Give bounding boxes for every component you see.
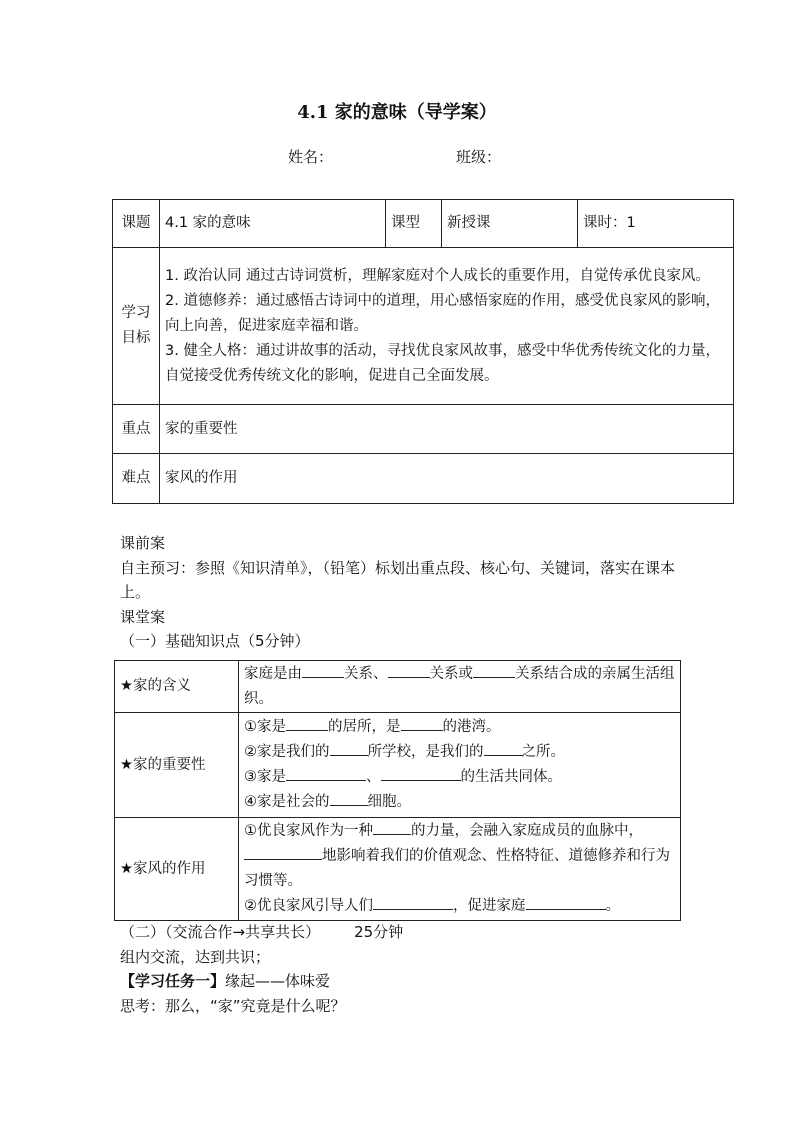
lesson-label: 课题 (113, 200, 160, 248)
type-value: 新授课 (442, 200, 578, 248)
goal-item: 3. 健全人格：通过讲故事的活动，寻找优良家风故事，感受中华优秀传统文化的力量，自觉接受优秀传统文化的影响，促进自己全面发展。 (165, 342, 720, 384)
fill-blank (484, 741, 522, 756)
fill-blank (381, 766, 461, 781)
fill-blank (526, 895, 606, 910)
fill-blank (401, 716, 443, 731)
section2-time: 25分钟 (354, 923, 404, 941)
key-value: 家的重要性 (160, 405, 734, 454)
pre-class-text: 自主预习：参照《知识清单》，（铅笔）标划出重点段、核心句、关键词，落实在课本上。 (120, 558, 676, 601)
fill-blank (244, 845, 322, 860)
lesson-value: 4.1 家的意味 (160, 200, 386, 248)
name-label: 姓名： (288, 148, 334, 166)
class-heading: 课堂案 (120, 607, 166, 626)
lesson-info-table (112, 199, 734, 504)
fill-blank (286, 766, 366, 781)
goal-item: 2. 道德修养：通过感悟古诗词中的道理，用心感悟家庭的作用，感受优良家风的影响，向上向善，促进家庭幸福和谐。 (165, 292, 720, 334)
goals-content (160, 248, 734, 405)
goals-label: 学习 目标 (113, 248, 160, 405)
fill-blank (330, 741, 368, 756)
fill-blank (302, 663, 344, 678)
pre-class-heading: 课前案 (120, 534, 166, 552)
fill-blank (473, 663, 515, 678)
fill-blank (373, 820, 411, 835)
section2-line1: 组内交流，达到共识； (120, 947, 271, 966)
fill-blank (373, 895, 453, 910)
section1-heading: （一）基础知识点（5分钟） (120, 632, 310, 650)
knowledge-row-content: 家庭是由 关系、 关系或 关系结合成的亲属生活组织。 (239, 661, 681, 713)
fill-blank (286, 716, 328, 731)
section2 (120, 920, 700, 1018)
question-text: 思考：那么，“家”究竟是什么呢？ (120, 996, 346, 1015)
knowledge-row-content: ①家是 的居所，是 的港湾。 ②家是我们的 所学校，是我们的 之所。 ③家是 、 的生活共同体。 ④家是社会的 细胞。 (239, 713, 681, 818)
difficulty-value: 家风的作用 (160, 454, 734, 504)
task-label: 【学习任务一】 (120, 972, 226, 990)
goal-item: 1. 政治认同 通过古诗词赏析，理解家庭对个人成长的重要作用，自觉传承优良家风。 (165, 267, 711, 284)
task-title: 缘起——体味爱 (225, 972, 331, 990)
key-label: 重点 (113, 405, 160, 454)
knowledge-row-label: ★家的重要性 (115, 713, 239, 818)
difficulty-label: 难点 (113, 454, 160, 504)
knowledge-table (114, 660, 681, 921)
fill-blank (330, 791, 368, 806)
knowledge-row-label: ★家风的作用 (115, 818, 239, 921)
knowledge-row-label: ★家的含义 (115, 661, 239, 713)
knowledge-row-content: ①优良家风作为一种 的力量，会融入家庭成员的血脉中，地影响着我们的价值观念、性格特征、道德修养和行为习惯等。 ②优良家风引导人们 ，促进家庭 。 (239, 818, 681, 921)
page-title: 4.1 家的意味（导学案） (297, 102, 497, 123)
period-cell: 课时：1 (578, 200, 734, 248)
fill-blank (388, 663, 430, 678)
pre-class-section (120, 531, 700, 654)
type-label: 课型 (386, 200, 442, 248)
class-label: 班级： (456, 148, 502, 166)
section2-heading: （二）（交流合作→共享共长） (120, 923, 321, 941)
